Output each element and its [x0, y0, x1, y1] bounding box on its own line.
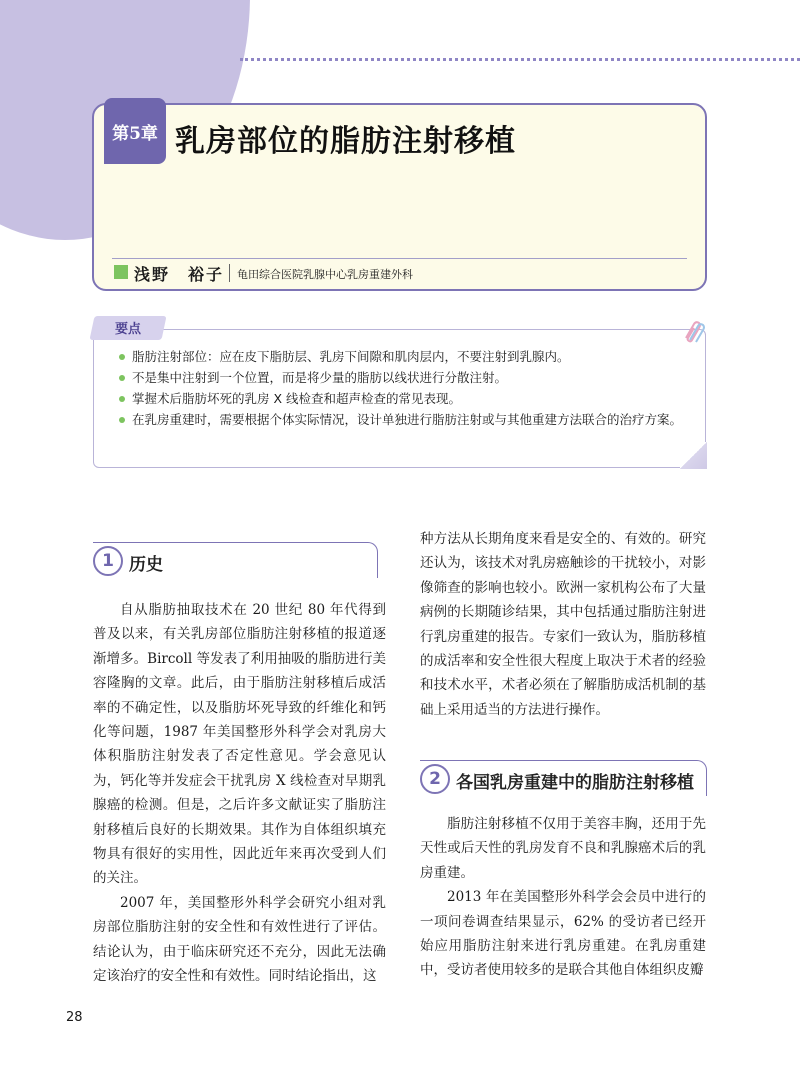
section-title: 各国乳房重建中的脂肪注射移植 — [456, 773, 694, 793]
key-point-item: 在乳房重建时，需要根据个体实际情况，设计单独进行脂肪注射或与其他重建方法联合的治疗方案。 — [118, 409, 688, 430]
left-column — [93, 598, 386, 989]
key-point-item: 脂肪注射部位：应在皮下脂肪层、乳房下间隙和肌肉层内，不要注射到乳腺内。 — [118, 346, 688, 367]
chapter-number-badge: 第5章 — [104, 98, 166, 164]
author-divider — [112, 258, 687, 259]
page-fold-corner — [680, 442, 707, 469]
author-separator — [229, 264, 230, 282]
key-points-label: 要点 — [114, 322, 141, 337]
section-number: 2 — [420, 764, 450, 794]
right-column-bottom — [420, 812, 706, 983]
paragraph: 2013 年在美国整形外科学会会员中进行的一项问卷调查结果显示，62% 的受访者已经开始应用脂肪注射来进行乳房重建。在乳房重建中，受访者使用较多的是联合其他自体组织皮瓣 — [420, 889, 706, 979]
section-heading-international — [420, 760, 707, 796]
section-heading-history — [93, 542, 378, 578]
paperclip-icon — [680, 318, 706, 344]
right-column-top — [420, 527, 706, 722]
key-points-list — [118, 346, 688, 430]
dotted-rule — [240, 58, 800, 61]
section-title: 历史 — [129, 555, 163, 575]
key-point-item: 不是集中注射到一个位置，而是将少量的脂肪以线状进行分散注射。 — [118, 367, 688, 388]
section-number: 1 — [93, 546, 123, 576]
paragraph: 脂肪注射移植不仅用于美容丰胸，还用于先天性或后天性的乳房发育不良和乳腺癌术后的乳房重建。 — [420, 816, 706, 881]
key-point-item: 掌握术后脂肪坏死的乳房 X 线检查和超声检查的常见表现。 — [118, 388, 688, 409]
author-marker-icon — [114, 265, 128, 279]
paragraph: 自从脂肪抽取技术在 20 世纪 80 年代得到普及以来，有关乳房部位脂肪注射移植的报道逐渐增多。Bircoll 等发表了利用抽吸的脂肪进行美容隆胸的文章。此后，由于脂肪注射移植后成活率的不确定性，以及脂肪坏死导致的纤维化和钙化等问题，1987 年美国整形外科学会对乳房大体积脂肪注射发表了否定性意见。学会意见认为，钙化等并发症会干扰乳房 X 线检查对早期乳腺癌的检测。但是，之后许多文献证实了脂肪注射移植后良好的长期效果。其作为自体组织填充物具有很好的实用性，因此近年来再次受到人们的关注。 — [93, 602, 386, 887]
paragraph: 2007 年，美国整形外科学会研究小组对乳房部位脂肪注射的安全性和有效性进行了评估。结论认为，由于临床研究还不充分，因此无法确定该治疗的安全性和有效性。同时结论指出，这 — [93, 894, 386, 985]
paragraph: 种方法从长期角度来看是安全的、有效的。研究还认为，该技术对乳房癌触诊的干扰较小，对影像筛查的影响也较小。欧洲一家机构公布了大量病例的长期随诊结果，其中包括通过脂肪注射进行乳房重建的报告。专家们一致认为，脂肪移植的成活率和安全性很大程度上取决于术者的经验和技术水平，术者必须在了解脂肪成活机制的基础上采用适当的方法进行操作。 — [420, 531, 706, 718]
author-name: 浅野 裕子 — [134, 265, 225, 284]
page-number: 28 — [66, 1010, 83, 1025]
chapter-title: 乳房部位的脂肪注射移植 — [175, 124, 516, 159]
author-affiliation: 龟田综合医院乳腺中心乳房重建外科 — [237, 268, 413, 281]
